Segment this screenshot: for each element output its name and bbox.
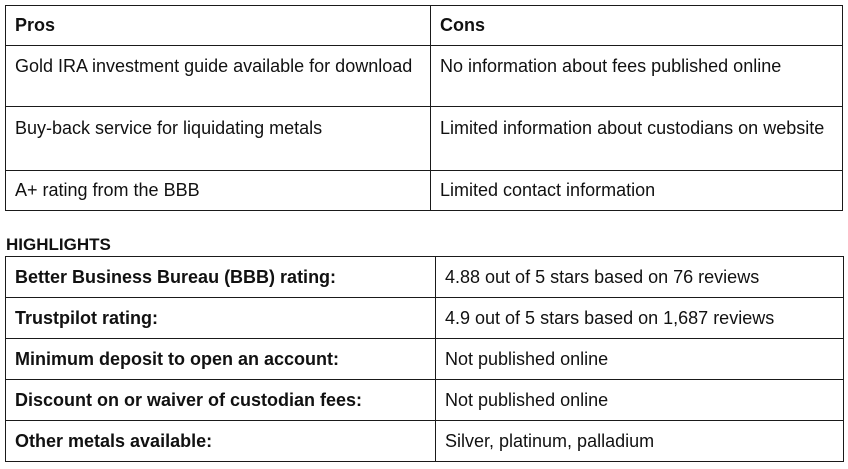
pros-header: Pros [6,6,431,46]
pro-cell: Gold IRA investment guide available for download [6,46,431,107]
con-cell: Limited contact information [431,171,843,211]
con-cell: Limited information about custodians on website [431,107,843,171]
pro-cell: A+ rating from the BBB [6,171,431,211]
highlight-label: Better Business Bureau (BBB) rating: [6,257,436,298]
pros-cons-header-row [6,6,843,46]
pros-cons-table [5,5,843,211]
highlights-table [5,256,844,462]
table-row [6,380,844,421]
highlight-label: Other metals available: [6,421,436,462]
highlight-value: 4.88 out of 5 stars based on 76 reviews [436,257,844,298]
highlight-value: Not published online [436,339,844,380]
highlight-value: 4.9 out of 5 stars based on 1,687 reviews [436,298,844,339]
highlight-label: Trustpilot rating: [6,298,436,339]
table-row [6,107,843,171]
table-row [6,171,843,211]
highlight-value: Not published online [436,380,844,421]
table-row [6,421,844,462]
highlights-heading: HIGHLIGHTS [6,235,111,254]
table-row [6,257,844,298]
pro-cell: Buy-back service for liquidating metals [6,107,431,171]
table-row [6,339,844,380]
highlight-label: Minimum deposit to open an account: [6,339,436,380]
table-row [6,298,844,339]
cons-header: Cons [431,6,843,46]
table-row [6,46,843,107]
highlight-label: Discount on or waiver of custodian fees: [6,380,436,421]
highlight-value: Silver, platinum, palladium [436,421,844,462]
con-cell: No information about fees published online [431,46,843,107]
